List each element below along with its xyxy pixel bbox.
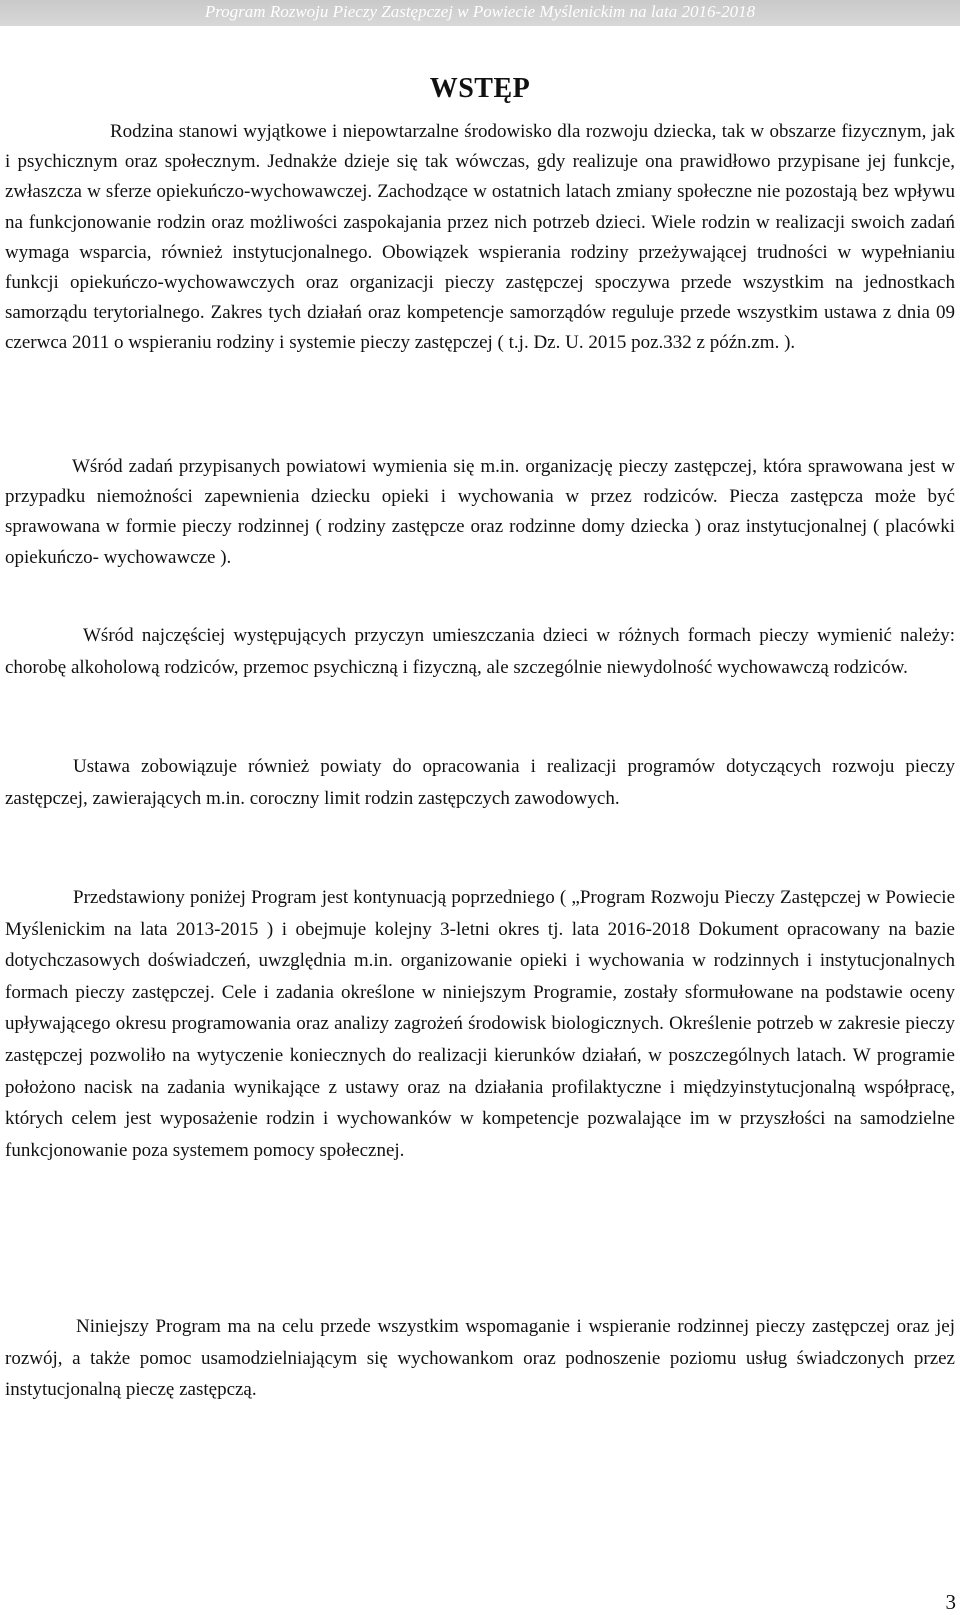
page-number: 3 <box>945 1590 956 1614</box>
page-title: WSTĘP <box>429 73 531 104</box>
paragraph-causes: Wśród najczęściej występujących przyczyn umieszczania dzieci w różnych formach pieczy wymienić należy: chorobę alkoholową rodziców, przemoc psychiczną i fizyczną, ale szczególnie niewydolność wychowawczą rodziców. <box>5 625 955 678</box>
paragraph-intro: Rodzina stanowi wyjątkowe i niepowtarzalne środowisko dla rozwoju dziecka, tak w obszarze fizycznym, jak i psychicznym oraz społecznym. Jednakże dzieje się tak wówczas, gdy realizuje ona prawidłowo przypisane jej funkcje, zwłaszcza w sferze opiekuńczo-wychowawczej. Zachodzące w ostatnich latach zmiany społeczne nie pozostają bez wpływu na funkcjonowanie rodzin oraz możliwości zaspokajania przez nich potrzeb dzieci. Wiele rodzin w realizacji swoich zadań wymaga wsparcia, również instytucjonalnego. Obowiązek wspierania rodziny przeżywającej trudności w wypełnianiu funkcji opiekuńczo-wychowawczych oraz organizacji pieczy zastępczej spoczywa przede wszystkim na jednostkach samorządu terytorialnego. Zakres tych działań oraz kompetencje samorządów reguluje przede wszystkim ustawa z dnia 09 czerwca 2011 o wspieraniu rodziny i systemie pieczy zastępczej ( t.j. Dz. U. 2015 poz.332 z późn.zm. ). <box>5 121 955 354</box>
paragraph-act-obligation: Ustawa zobowiązuje również powiaty do opracowania i realizacji programów dotyczących rozwoju pieczy zastępczej, zawierających m.in. coroczny limit rodzin zastępczych zawodowych. <box>5 756 955 809</box>
running-header: Program Rozwoju Pieczy Zastępczej w Powiecie Myślenickim na lata 2016-2018 <box>0 0 960 26</box>
paragraph-program-goal: Niniejszy Program ma na celu przede wszystkim wspomaganie i wspieranie rodzinnej pieczy zastępczej oraz jej rozwój, a także pomoc usamodzielniającym się wychowankom oraz podnoszenie poziomu usług świadczonych przez instytucjonalną pieczę zastępczą. <box>5 1316 955 1400</box>
paragraph-powiat-tasks: Wśród zadań przypisanych powiatowi wymienia się m.in. organizację pieczy zastępczej, która sprawowana jest w przypadku niemożności zapewnienia dziecku opieki i wychowania w przez rodziców. Piecza zastępcza może być sprawowana w formie pieczy rodzinnej ( rodziny zastępcze oraz rodzinne domy dziecka ) oraz instytucjonalnej ( placówki opiekuńczo- wychowawcze ). <box>5 456 955 568</box>
paragraph-program-description: Przedstawiony poniżej Program jest kontynuacją poprzedniego ( „Program Rozwoju Pieczy Zastępczej w Powiecie Myślenickim na lata 2013-2015 ) i obejmuje kolejny 3-letni okres tj. lata 2016-2018 Dokument opracowany na bazie dotychczasowych doświadczeń, uwzględnia m.in. organizowanie opieki i wychowania w rodzinnych i instytucjonalnych formach pieczy zastępczej. Cele i zadania określone w niniejszym Programie, zostały sformułowane na podstawie oceny upływającego okresu programowania oraz analizy zagrożeń środowisk biologicznych. Określenie potrzeb w zakresie pieczy zastępczej pozwoliło na wytyczenie koniecznych do realizacji kierunków działań, w poszczególnych latach. W programie położono nacisk na zadania wynikające z ustawy oraz na działania profilaktyczne i międzyinstytucjonalną współpracę, których celem jest wyposażenie rodzin i wychowanków w kompetencje pozwalające im w przyszłości na samodzielne funkcjonowanie poza systemem pomocy społecznej. <box>5 887 955 1161</box>
